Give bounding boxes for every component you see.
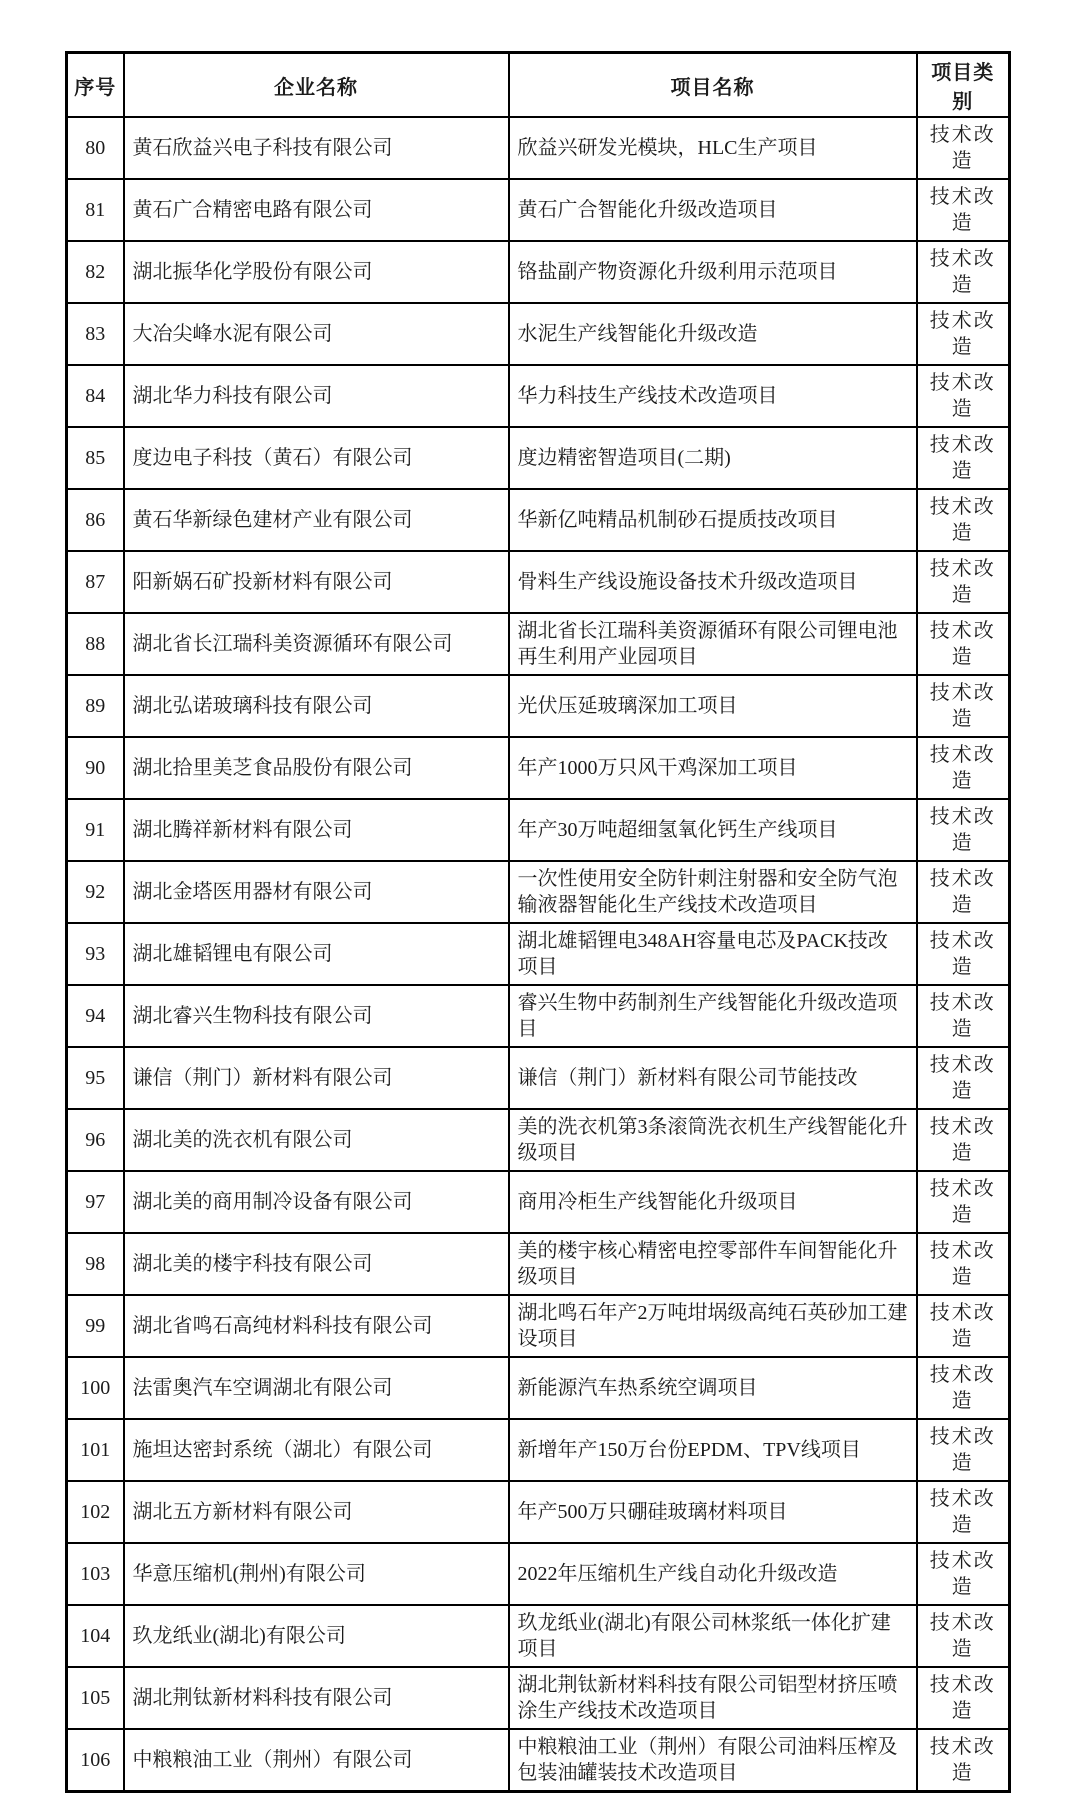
company-name-cell: 湖北拾里美芝食品股份有限公司 <box>124 737 509 799</box>
serial-number-cell: 92 <box>67 861 124 923</box>
project-category-cell: 技术改造 <box>917 241 1010 303</box>
project-name-cell: 中粮粮油工业（荆州）有限公司油料压榨及包装油罐装技术改造项目 <box>509 1729 917 1792</box>
company-name-cell: 中粮粮油工业（荆州）有限公司 <box>124 1729 509 1792</box>
company-name-cell: 黄石欣益兴电子科技有限公司 <box>124 117 509 179</box>
project-name-cell: 年产1000万只风干鸡深加工项目 <box>509 737 917 799</box>
serial-number-cell: 80 <box>67 117 124 179</box>
project-name-cell: 度边精密智造项目(二期) <box>509 427 917 489</box>
project-name-cell: 湖北荆钛新材料科技有限公司铝型材挤压喷涂生产线技术改造项目 <box>509 1667 917 1729</box>
table-row <box>67 1357 1010 1419</box>
company-name-cell: 度边电子科技（黄石）有限公司 <box>124 427 509 489</box>
company-name-cell: 湖北华力科技有限公司 <box>124 365 509 427</box>
serial-number-cell: 89 <box>67 675 124 737</box>
company-name-cell: 湖北弘诺玻璃科技有限公司 <box>124 675 509 737</box>
project-name-cell: 玖龙纸业(湖北)有限公司林浆纸一体化扩建项目 <box>509 1605 917 1667</box>
company-name-cell: 黄石广合精密电路有限公司 <box>124 179 509 241</box>
serial-number-cell: 84 <box>67 365 124 427</box>
project-name-cell: 湖北鸣石年产2万吨坩埚级高纯石英砂加工建设项目 <box>509 1295 917 1357</box>
serial-number-cell: 96 <box>67 1109 124 1171</box>
serial-number-cell: 94 <box>67 985 124 1047</box>
table-row <box>67 799 1010 861</box>
table-row <box>67 241 1010 303</box>
project-name-cell: 2022年压缩机生产线自动化升级改造 <box>509 1543 917 1605</box>
project-name-cell: 湖北雄韬锂电348AH容量电芯及PACK技改项目 <box>509 923 917 985</box>
project-category-cell: 技术改造 <box>917 117 1010 179</box>
serial-number-cell: 83 <box>67 303 124 365</box>
table-row <box>67 675 1010 737</box>
serial-number-cell: 98 <box>67 1233 124 1295</box>
table-row <box>67 1667 1010 1729</box>
project-category-cell: 技术改造 <box>917 923 1010 985</box>
company-name-cell: 湖北荆钛新材料科技有限公司 <box>124 1667 509 1729</box>
project-name-cell: 光伏压延玻璃深加工项目 <box>509 675 917 737</box>
serial-number-cell: 86 <box>67 489 124 551</box>
table-row <box>67 303 1010 365</box>
company-name-cell: 湖北省鸣石高纯材料科技有限公司 <box>124 1295 509 1357</box>
table-row <box>67 737 1010 799</box>
table-row <box>67 179 1010 241</box>
project-category-cell: 技术改造 <box>917 1481 1010 1543</box>
project-category-cell: 技术改造 <box>917 489 1010 551</box>
table-row <box>67 923 1010 985</box>
table-row <box>67 1729 1010 1792</box>
column-header-company-name: 企业名称 <box>124 53 509 118</box>
table-row <box>67 1481 1010 1543</box>
company-name-cell: 湖北金塔医用器材有限公司 <box>124 861 509 923</box>
table-row <box>67 1543 1010 1605</box>
table-row <box>67 861 1010 923</box>
company-name-cell: 玖龙纸业(湖北)有限公司 <box>124 1605 509 1667</box>
company-name-cell: 湖北美的洗衣机有限公司 <box>124 1109 509 1171</box>
company-name-cell: 湖北五方新材料有限公司 <box>124 1481 509 1543</box>
table-row <box>67 551 1010 613</box>
project-category-cell: 技术改造 <box>917 613 1010 675</box>
serial-number-cell: 106 <box>67 1729 124 1792</box>
table-row <box>67 613 1010 675</box>
project-category-cell: 技术改造 <box>917 799 1010 861</box>
company-name-cell: 法雷奥汽车空调湖北有限公司 <box>124 1357 509 1419</box>
company-name-cell: 湖北振华化学股份有限公司 <box>124 241 509 303</box>
table-row <box>67 489 1010 551</box>
project-name-cell: 睿兴生物中药制剂生产线智能化升级改造项目 <box>509 985 917 1047</box>
project-name-cell: 华新亿吨精品机制砂石提质技改项目 <box>509 489 917 551</box>
project-category-cell: 技术改造 <box>917 551 1010 613</box>
serial-number-cell: 91 <box>67 799 124 861</box>
project-name-cell: 年产500万只硼硅玻璃材料项目 <box>509 1481 917 1543</box>
company-name-cell: 华意压缩机(荆州)有限公司 <box>124 1543 509 1605</box>
project-category-cell: 技术改造 <box>917 1605 1010 1667</box>
company-name-cell: 湖北腾祥新材料有限公司 <box>124 799 509 861</box>
project-name-cell: 谦信（荆门）新材料有限公司节能技改 <box>509 1047 917 1109</box>
project-name-cell: 黄石广合智能化升级改造项目 <box>509 179 917 241</box>
serial-number-cell: 99 <box>67 1295 124 1357</box>
company-name-cell: 湖北省长江瑞科美资源循环有限公司 <box>124 613 509 675</box>
project-category-cell: 技术改造 <box>917 1047 1010 1109</box>
table-header-row <box>67 53 1010 118</box>
company-name-cell: 谦信（荆门）新材料有限公司 <box>124 1047 509 1109</box>
column-header-serial-number: 序号 <box>67 53 124 118</box>
table-row <box>67 117 1010 179</box>
company-name-cell: 湖北美的楼宇科技有限公司 <box>124 1233 509 1295</box>
serial-number-cell: 93 <box>67 923 124 985</box>
serial-number-cell: 87 <box>67 551 124 613</box>
serial-number-cell: 81 <box>67 179 124 241</box>
project-category-cell: 技术改造 <box>917 1109 1010 1171</box>
project-list-table <box>65 51 1011 1793</box>
project-name-cell: 铬盐副产物资源化升级利用示范项目 <box>509 241 917 303</box>
company-name-cell: 施坦达密封系统（湖北）有限公司 <box>124 1419 509 1481</box>
table-row <box>67 1605 1010 1667</box>
table-row <box>67 985 1010 1047</box>
table-row <box>67 1419 1010 1481</box>
company-name-cell: 阳新娲石矿投新材料有限公司 <box>124 551 509 613</box>
project-name-cell: 商用冷柜生产线智能化升级项目 <box>509 1171 917 1233</box>
table-row <box>67 1047 1010 1109</box>
serial-number-cell: 100 <box>67 1357 124 1419</box>
project-name-cell: 欣益兴研发光模块，HLC生产项目 <box>509 117 917 179</box>
project-name-cell: 新增年产150万台份EPDM、TPV线项目 <box>509 1419 917 1481</box>
project-category-cell: 技术改造 <box>917 985 1010 1047</box>
serial-number-cell: 88 <box>67 613 124 675</box>
project-category-cell: 技术改造 <box>917 861 1010 923</box>
project-category-cell: 技术改造 <box>917 675 1010 737</box>
table-row <box>67 1295 1010 1357</box>
table-row <box>67 1233 1010 1295</box>
company-name-cell: 湖北美的商用制冷设备有限公司 <box>124 1171 509 1233</box>
project-name-cell: 水泥生产线智能化升级改造 <box>509 303 917 365</box>
project-name-cell: 年产30万吨超细氢氧化钙生产线项目 <box>509 799 917 861</box>
project-category-cell: 技术改造 <box>917 1233 1010 1295</box>
company-name-cell: 湖北睿兴生物科技有限公司 <box>124 985 509 1047</box>
project-category-cell: 技术改造 <box>917 179 1010 241</box>
company-name-cell: 黄石华新绿色建材产业有限公司 <box>124 489 509 551</box>
serial-number-cell: 101 <box>67 1419 124 1481</box>
project-category-cell: 技术改造 <box>917 1543 1010 1605</box>
serial-number-cell: 82 <box>67 241 124 303</box>
serial-number-cell: 105 <box>67 1667 124 1729</box>
project-category-cell: 技术改造 <box>917 1357 1010 1419</box>
column-header-project-category: 项目类别 <box>917 53 1010 118</box>
project-category-cell: 技术改造 <box>917 737 1010 799</box>
column-header-project-name: 项目名称 <box>509 53 917 118</box>
project-name-cell: 骨料生产线设施设备技术升级改造项目 <box>509 551 917 613</box>
table-row <box>67 1171 1010 1233</box>
project-category-cell: 技术改造 <box>917 1667 1010 1729</box>
serial-number-cell: 85 <box>67 427 124 489</box>
project-category-cell: 技术改造 <box>917 1171 1010 1233</box>
company-name-cell: 大冶尖峰水泥有限公司 <box>124 303 509 365</box>
serial-number-cell: 97 <box>67 1171 124 1233</box>
table-row <box>67 365 1010 427</box>
table-row <box>67 427 1010 489</box>
project-category-cell: 技术改造 <box>917 1729 1010 1792</box>
project-category-cell: 技术改造 <box>917 1419 1010 1481</box>
project-name-cell: 湖北省长江瑞科美资源循环有限公司锂电池再生利用产业园项目 <box>509 613 917 675</box>
project-name-cell: 美的楼宇核心精密电控零部件车间智能化升级项目 <box>509 1233 917 1295</box>
serial-number-cell: 90 <box>67 737 124 799</box>
project-category-cell: 技术改造 <box>917 427 1010 489</box>
serial-number-cell: 104 <box>67 1605 124 1667</box>
project-category-cell: 技术改造 <box>917 365 1010 427</box>
serial-number-cell: 103 <box>67 1543 124 1605</box>
serial-number-cell: 102 <box>67 1481 124 1543</box>
project-name-cell: 华力科技生产线技术改造项目 <box>509 365 917 427</box>
project-category-cell: 技术改造 <box>917 1295 1010 1357</box>
project-name-cell: 新能源汽车热系统空调项目 <box>509 1357 917 1419</box>
project-name-cell: 一次性使用安全防针刺注射器和安全防气泡输液器智能化生产线技术改造项目 <box>509 861 917 923</box>
table-row <box>67 1109 1010 1171</box>
company-name-cell: 湖北雄韬锂电有限公司 <box>124 923 509 985</box>
serial-number-cell: 95 <box>67 1047 124 1109</box>
project-name-cell: 美的洗衣机第3条滚筒洗衣机生产线智能化升级项目 <box>509 1109 917 1171</box>
project-category-cell: 技术改造 <box>917 303 1010 365</box>
